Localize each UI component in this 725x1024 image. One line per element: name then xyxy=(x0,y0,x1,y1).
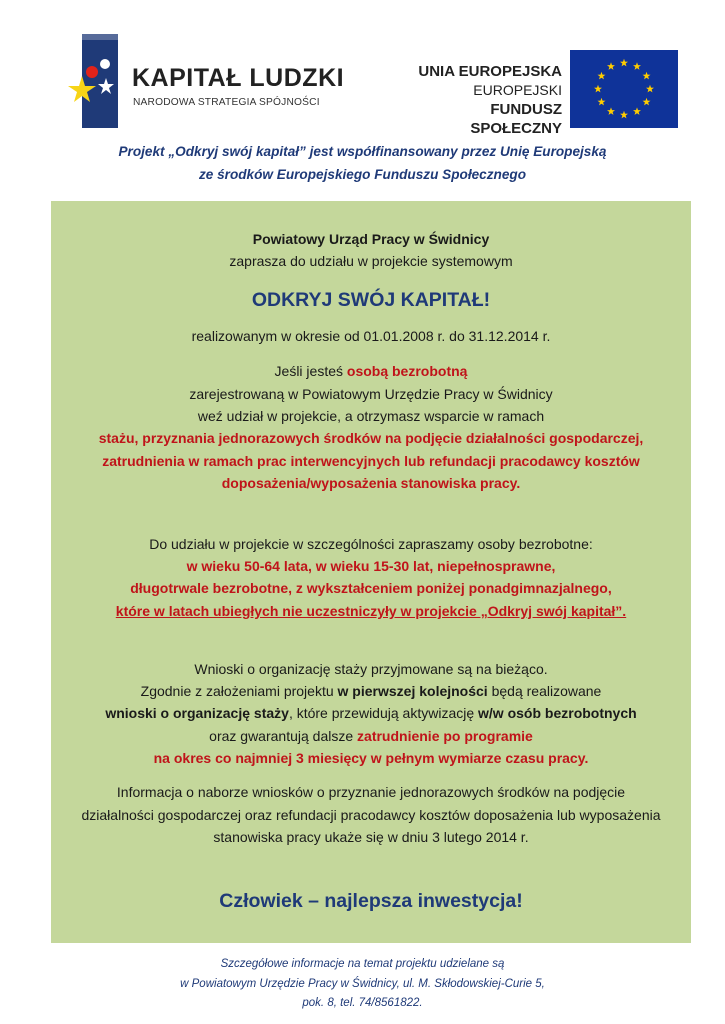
p1-line-2: zarejestrowaną w Powiatowym Urzędzie Pracy w Świdnicy xyxy=(189,386,553,402)
ue-line-3: FUNDUSZ SPOŁECZNY xyxy=(470,101,562,137)
slogan: Człowiek – najlepsza inwestycja! xyxy=(219,890,523,912)
p1-line-3: weź udział w projekcie, a otrzymasz wsparcie w ramach xyxy=(197,408,545,424)
p3-line-4 xyxy=(51,726,691,746)
ue-line-2: EUROPEJSKI xyxy=(473,82,562,98)
kapital-ludzki-logo xyxy=(68,34,345,128)
p3-line-3-b: , które przewidują aktywizację xyxy=(288,705,479,721)
footer-line-3: pok. 8, tel. 74/8561822. xyxy=(302,997,423,1009)
p4-line-1: Informacja o naborze wniosków o przyznanie jednorazowych środków na podjęcie xyxy=(116,784,626,800)
p3-line-2-a: Zgodnie z założeniami projektu xyxy=(140,683,338,699)
p4-line-2: działalności gospodarczej oraz refundacji pracodawcy kosztów doposażenia lub wyposażenia xyxy=(81,807,661,823)
project-info-line-2: ze środków Europejskiego Funduszu Społecznego xyxy=(198,167,527,182)
p1-red-line-2: zatrudnienia w ramach prac interwencyjnych lub refundacji pracodawcy kosztów xyxy=(102,453,640,469)
p2-intro: Do udziału w projekcie w szczególności zapraszamy osoby bezrobotne: xyxy=(149,536,593,552)
kapital-ludzki-title: KAPITAŁ LUDZKI xyxy=(132,64,345,92)
kapital-ludzki-emblem-icon xyxy=(68,34,120,128)
eu-flag-icon xyxy=(570,50,678,128)
unia-europejska-logo xyxy=(404,50,679,137)
p3-line-3-c: w/w osób bezrobotnych xyxy=(478,705,637,721)
p2-line-3 xyxy=(51,601,691,621)
p3-line-5: na okres co najmniej 3 miesięcy w pełnym wymiarze czasu pracy. xyxy=(153,750,589,766)
p2-red-line-1: w wieku 50-64 lata, w wieku 15-30 lat, niepełnosprawne, xyxy=(186,558,556,574)
project-headline: ODKRYJ SWÓJ KAPITAŁ! xyxy=(251,289,491,311)
footer-line-2: w Powiatowym Urzędzie Pracy w Świdnicy, ul. M. Skłodowskiej-Curie 5, xyxy=(180,978,545,990)
p1-prefix: Jeśli jesteś xyxy=(274,363,347,379)
p1-highlight: osobą bezrobotną xyxy=(346,363,468,379)
p3-line-2-c: będą realizowane xyxy=(487,683,602,699)
p1-red-line-3: doposażenia/wyposażenia stanowiska pracy. xyxy=(221,475,521,491)
p4-line-3: stanowiska pracy ukaże się w dniu 3 lutego 2014 r. xyxy=(213,829,529,845)
project-info-line-1: Projekt „Odkryj swój kapitał” jest współfinansowany przez Unię Europejską xyxy=(118,144,607,159)
p3-line-2 xyxy=(51,681,691,701)
footer-line-1: Szczegółowe informacje na temat projektu udzielane są xyxy=(220,958,505,970)
invite-text: zaprasza do udziału w projekcie systemowym xyxy=(229,253,513,269)
p1-line-1 xyxy=(51,361,691,381)
p3-line-1: Wnioski o organizację staży przyjmowane są na bieżąco. xyxy=(194,661,548,677)
p1-red-line-1: stażu, przyznania jednorazowych środków na podjęcie działalności gospodarczej, xyxy=(98,430,644,446)
p2-red-line-3: które w latach ubiegłych nie uczestniczyły w projekcie „Odkryj swój kapitał”. xyxy=(115,603,627,619)
efs-text-block xyxy=(404,62,562,138)
p3-line-3-a: wnioski o organizację staży xyxy=(105,705,289,721)
ue-line-1: UNIA EUROPEJSKA xyxy=(418,63,562,80)
p2-red-line-2: długotrwale bezrobotne, z wykształceniem poniżej ponadgimnazjalnego, xyxy=(130,580,612,596)
office-name: Powiatowy Urząd Pracy w Świdnicy xyxy=(252,231,490,247)
p3-line-3 xyxy=(51,703,691,723)
kapital-ludzki-subtitle: NARODOWA STRATEGIA SPÓJNOŚCI xyxy=(133,97,320,108)
p3-line-4-a: oraz gwarantują dalsze xyxy=(209,728,358,744)
p3-line-2-b: w pierwszej kolejności xyxy=(337,683,488,699)
project-period: realizowanym w okresie od 01.01.2008 r. do 31.12.2014 r. xyxy=(191,328,551,344)
p3-line-4-b: zatrudnienie po programie xyxy=(357,728,533,744)
